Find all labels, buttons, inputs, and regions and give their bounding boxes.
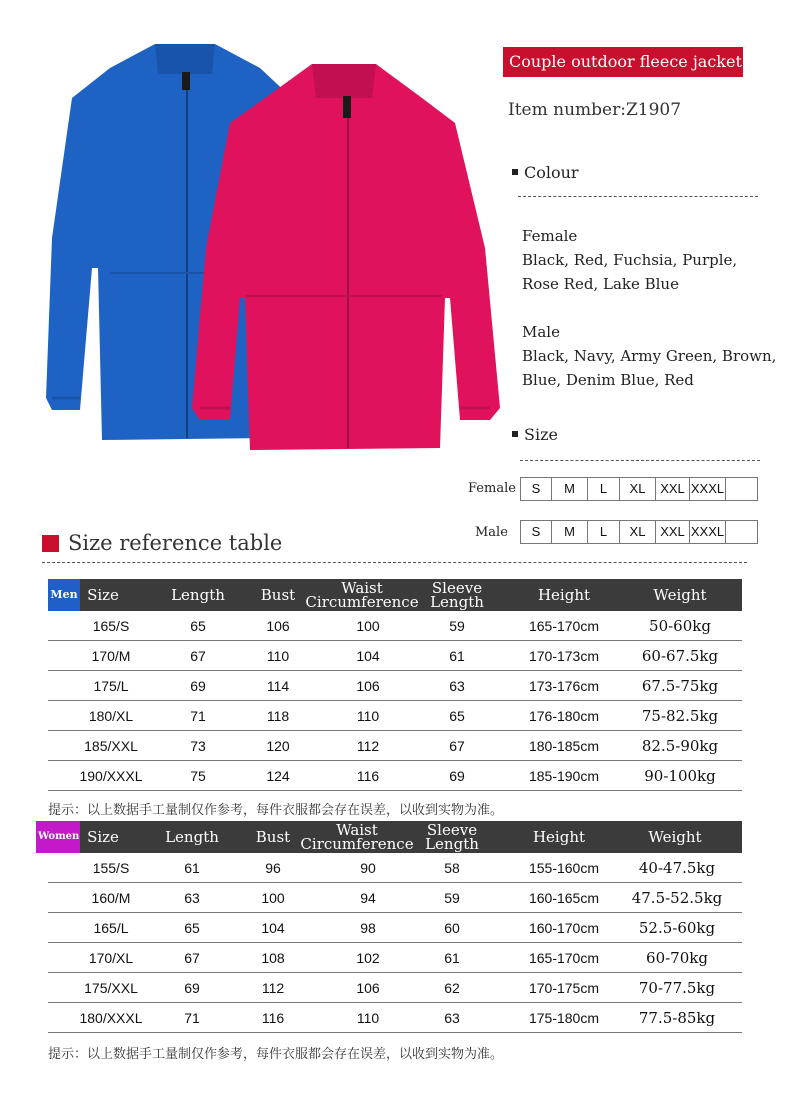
women-header-weight: Weight (648, 828, 702, 846)
cell-weight: 82.5-90kg (641, 737, 719, 755)
cell-bust: 124 (266, 768, 290, 784)
cell-waist: 106 (356, 678, 380, 694)
cell-size: 165/S (92, 618, 130, 634)
table-row (48, 883, 742, 913)
women-header-bust: Bust (255, 828, 291, 846)
cell-weight: 47.5-52.5kg (631, 889, 723, 907)
men-tag: Men (48, 579, 80, 611)
female-size-xl: XL (620, 477, 656, 501)
cell-weight: 52.5-60kg (638, 919, 716, 937)
female-colors (522, 224, 737, 296)
cell-height: 170-175cm (528, 980, 600, 996)
cell-weight: 75-82.5kg (641, 707, 719, 725)
women-header-size: Size (87, 828, 119, 846)
cell-length: 67 (190, 648, 206, 664)
cell-length: 69 (190, 678, 206, 694)
size-reference-heading (42, 530, 282, 556)
female-size-m: M (552, 477, 588, 501)
cell-size: 180/XL (88, 708, 134, 724)
men-table-note: 提示：以上数据手工量制仅作参考，每件衣服都会存在误差，以收到实物为准。 (48, 803, 504, 818)
product-title-banner: Couple outdoor fleece jacket (503, 47, 743, 77)
cell-weight: 60-67.5kg (641, 647, 719, 665)
cell-sleeve: 67 (449, 738, 465, 754)
female-colors-line2: Rose Red, Lake Blue (522, 275, 679, 293)
table-row (48, 671, 742, 701)
cell-weight: 67.5-75kg (641, 677, 719, 695)
cell-sleeve: 61 (449, 648, 465, 664)
cell-sleeve: 60 (444, 920, 460, 936)
women-header-length: Length (165, 828, 219, 846)
cell-length: 67 (184, 950, 200, 966)
reference-divider (42, 562, 747, 563)
male-size-xl: XL (620, 520, 656, 544)
cell-size: 190/XXXL (79, 768, 143, 784)
cell-length: 73 (190, 738, 206, 754)
male-size-options (520, 520, 758, 544)
cell-bust: 100 (261, 890, 285, 906)
cell-waist: 110 (356, 1010, 380, 1026)
fleece-jackets-image (30, 28, 510, 453)
female-colors-line1: Black, Red, Fuchsia, Purple, (522, 251, 738, 269)
male-size-xxxl: XXXL (690, 520, 726, 544)
cell-waist: 104 (356, 648, 380, 664)
female-label: Female (522, 227, 578, 245)
size-divider (520, 460, 760, 461)
cell-waist: 112 (356, 738, 380, 754)
cell-height: 165-170cm (528, 618, 600, 634)
men-header-waist (303, 579, 421, 611)
female-size-s: S (520, 477, 552, 501)
cell-sleeve: 59 (444, 890, 460, 906)
cell-height: 170-173cm (528, 648, 600, 664)
cell-length: 75 (190, 768, 206, 784)
cell-length: 65 (184, 920, 200, 936)
female-size-l: L (588, 477, 620, 501)
cell-height: 180-185cm (528, 738, 600, 754)
male-colors-line2: Blue, Denim Blue, Red (522, 371, 694, 389)
cell-bust: 96 (265, 860, 281, 876)
men-header-height: Height (537, 586, 591, 604)
male-size-blank (726, 520, 758, 544)
male-size-label: Male (475, 525, 508, 540)
women-header-waist (298, 821, 416, 853)
table-row (48, 641, 742, 671)
cell-sleeve: 69 (449, 768, 465, 784)
cell-height: 155-160cm (528, 860, 600, 876)
men-size-table (48, 579, 742, 791)
table-row (48, 1003, 742, 1033)
women-table-body (48, 853, 742, 1033)
cell-size: 170/M (91, 648, 131, 664)
cell-size: 185/XXL (84, 738, 138, 754)
women-header-waist-1: Waist (336, 821, 378, 839)
cell-size: 180/XXXL (79, 1010, 143, 1026)
cell-bust: 104 (261, 920, 285, 936)
male-size-s: S (520, 520, 552, 544)
cell-size: 175/XXL (84, 980, 138, 996)
women-table-header (38, 821, 742, 853)
men-header-length: Length (171, 586, 225, 604)
women-header-sleeve-2: Length (425, 835, 479, 853)
cell-size: 165/L (93, 920, 129, 936)
table-row (48, 973, 742, 1003)
female-size-xxxl: XXXL (690, 477, 726, 501)
cell-size: 160/M (91, 890, 131, 906)
size-reference-title: Size reference table (68, 531, 283, 555)
women-header-sleeve-1: Sleeve (426, 821, 478, 839)
cell-sleeve: 61 (444, 950, 460, 966)
cell-height: 160-170cm (528, 920, 600, 936)
cell-height: 160-165cm (528, 890, 600, 906)
female-size-blank (726, 477, 758, 501)
women-header-height: Height (532, 828, 586, 846)
men-header-sleeve (428, 579, 486, 611)
size-heading: Size (512, 425, 558, 444)
colour-divider (518, 196, 758, 197)
cell-weight: 60-70kg (646, 949, 708, 967)
cell-waist: 100 (356, 618, 380, 634)
colour-heading: Colour (512, 163, 579, 182)
women-header-waist-2: Circumference (300, 835, 414, 853)
cell-bust: 116 (261, 1010, 285, 1026)
cell-waist: 94 (360, 890, 376, 906)
table-row (48, 731, 742, 761)
cell-size: 155/S (92, 860, 130, 876)
cell-bust: 114 (266, 678, 290, 694)
male-size-m: M (552, 520, 588, 544)
cell-bust: 110 (266, 648, 290, 664)
women-table-note: 提示：以上数据手工量制仅作参考，每件衣服都会存在误差，以收到实物为准。 (48, 1047, 504, 1062)
table-row (48, 611, 742, 641)
cell-weight: 50-60kg (649, 617, 711, 635)
cell-sleeve: 59 (449, 618, 465, 634)
item-number: Item number:Z1907 (508, 100, 682, 120)
cell-size: 175/L (93, 678, 129, 694)
cell-waist: 102 (356, 950, 380, 966)
cell-length: 69 (184, 980, 200, 996)
men-header-bust: Bust (260, 586, 296, 604)
female-size-options (520, 477, 758, 501)
cell-bust: 112 (261, 980, 285, 996)
cell-height: 165-170cm (528, 950, 600, 966)
cell-weight: 70-77.5kg (638, 979, 716, 997)
cell-bust: 108 (261, 950, 285, 966)
cell-bust: 118 (266, 708, 290, 724)
cell-height: 175-180cm (528, 1010, 600, 1026)
cell-length: 63 (184, 890, 200, 906)
cell-length: 65 (190, 618, 206, 634)
cell-length: 61 (184, 860, 200, 876)
cell-length: 71 (190, 708, 206, 724)
women-header-sleeve (423, 821, 481, 853)
cell-sleeve: 63 (444, 1010, 460, 1026)
men-table-header (48, 579, 742, 611)
men-header-size: Size (87, 586, 119, 604)
cell-length: 71 (184, 1010, 200, 1026)
table-row (48, 761, 742, 791)
women-tag: Women (36, 821, 80, 853)
male-colors (522, 320, 776, 392)
cell-waist: 90 (360, 860, 376, 876)
men-header-sleeve-2: Length (430, 593, 484, 611)
cell-height: 176-180cm (528, 708, 600, 724)
male-colors-line1: Black, Navy, Army Green, Brown, (522, 347, 777, 365)
table-row (48, 701, 742, 731)
cell-height: 185-190cm (528, 768, 600, 784)
female-size-label: Female (468, 481, 516, 496)
cell-bust: 120 (266, 738, 290, 754)
men-header-waist-2: Circumference (305, 593, 419, 611)
table-row (48, 913, 742, 943)
product-hero (0, 0, 790, 540)
cell-weight: 90-100kg (644, 767, 716, 785)
men-header-waist-1: Waist (341, 579, 383, 597)
men-table-body (48, 611, 742, 791)
cell-waist: 98 (360, 920, 376, 936)
cell-size: 170/XL (88, 950, 134, 966)
cell-sleeve: 63 (449, 678, 465, 694)
male-size-xxl: XXL (656, 520, 690, 544)
cell-sleeve: 62 (444, 980, 460, 996)
table-row (48, 943, 742, 973)
men-header-sleeve-1: Sleeve (431, 579, 483, 597)
red-square-icon (42, 535, 59, 552)
cell-waist: 110 (356, 708, 380, 724)
women-size-table (38, 821, 742, 1033)
cell-bust: 106 (266, 618, 290, 634)
cell-weight: 77.5-85kg (638, 1009, 716, 1027)
men-header-weight: Weight (653, 586, 707, 604)
cell-waist: 106 (356, 980, 380, 996)
male-label: Male (522, 323, 560, 341)
male-size-l: L (588, 520, 620, 544)
table-row (48, 853, 742, 883)
cell-height: 173-176cm (528, 678, 600, 694)
cell-weight: 40-47.5kg (638, 859, 716, 877)
female-size-xxl: XXL (656, 477, 690, 501)
cell-waist: 116 (356, 768, 380, 784)
cell-sleeve: 58 (444, 860, 460, 876)
cell-sleeve: 65 (449, 708, 465, 724)
